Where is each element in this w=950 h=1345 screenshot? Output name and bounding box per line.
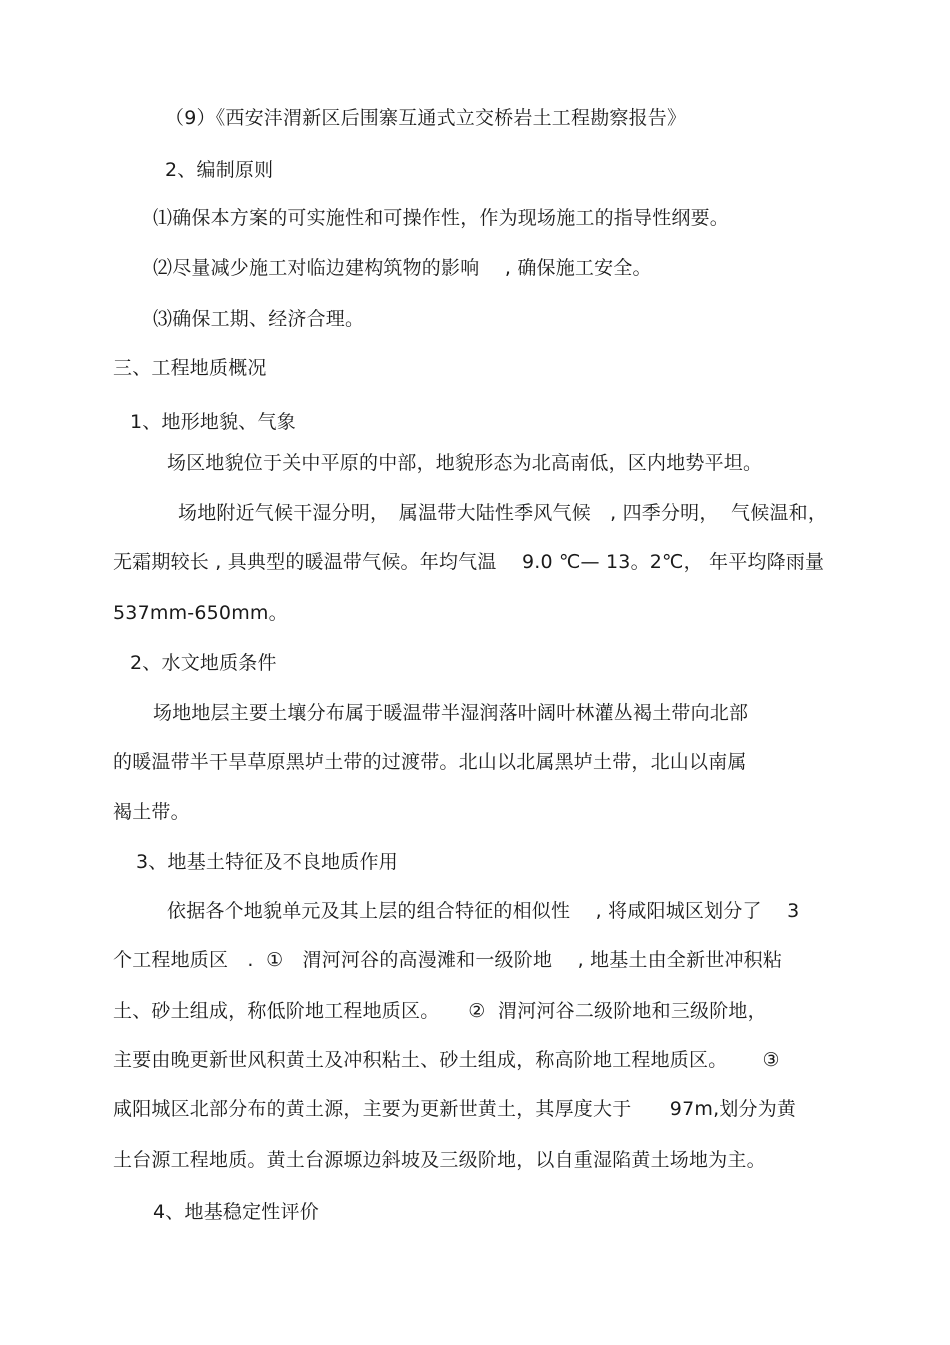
paragraph-foundation-line-1: 依据各个地貌单元及其上层的组合特征的相似性 , 将咸阳城区划分了 3 xyxy=(167,900,800,922)
paragraph-foundation-line-2: 个工程地质区 . ① 渭河河谷的高漫滩和一级阶地 , 地基土由全新世冲积粘 xyxy=(113,949,783,971)
paragraph-foundation-line-5: 咸阳城区北部分布的黄土源，主要为更新世黄土，其厚度大于 97m,划分为黄 xyxy=(113,1098,797,1120)
chapter-heading-geology: 三、工程地质概况 xyxy=(113,357,267,379)
reference-item-9: （9）《西安沣渭新区后围寨互通式立交桥岩土工程勘察报告》 xyxy=(165,107,687,129)
paragraph-foundation-line-6: 土台源工程地质。黄土台源塬边斜坡及三级阶地，以自重湿陷黄土场地为主。 xyxy=(113,1149,766,1171)
paragraph-foundation-line-4: 主要由晚更新世风积黄土及冲积粘土、砂土组成，称高阶地工程地质区。 ③ xyxy=(113,1049,780,1071)
paragraph-hydrogeology-line-3: 褐土带。 xyxy=(113,801,190,823)
paragraph-hydrogeology-line-2: 的暖温带半干旱草原黑垆土带的过渡带。北山以北属黑垆土带，北山以南属 xyxy=(113,751,747,773)
principle-item-2: ⑵尽量减少施工对临边建构筑物的影响 , 确保施工安全。 xyxy=(153,257,652,279)
paragraph-climate-line-2: 无霜期较长 , 具典型的暖温带气候。年均气温 9.0 ℃— 13。2℃， 年平均降雨量 xyxy=(113,551,825,573)
section-heading-terrain-climate: 1、地形地貌、气象 xyxy=(130,411,296,433)
principle-item-3: ⑶确保工期、经济合理。 xyxy=(153,308,365,330)
paragraph-terrain: 场区地貌位于关中平原的中部，地貌形态为北高南低，区内地势平坦。 xyxy=(167,452,763,474)
section-heading-hydrogeology: 2、水文地质条件 xyxy=(130,652,277,674)
section-heading-compilation-principles: 2、编制原则 xyxy=(165,159,274,181)
paragraph-climate-line-3: 537mm-650mm。 xyxy=(113,602,288,624)
paragraph-hydrogeology-line-1: 场地地层主要土壤分布属于暖温带半湿润落叶阔叶林灌丛褐土带向北部 xyxy=(153,702,749,724)
paragraph-climate-line-1: 场地附近气候干湿分明， 属温带大陆性季风气候 , 四季分明， 气候温和， xyxy=(178,502,828,524)
section-heading-foundation-soil: 3、地基土特征及不良地质作用 xyxy=(136,851,398,873)
principle-item-1: ⑴确保本方案的可实施性和可操作性，作为现场施工的指导性纲要。 xyxy=(153,207,730,229)
section-heading-stability: 4、地基稳定性评价 xyxy=(153,1201,319,1223)
paragraph-foundation-line-3: 土、砂土组成，称低阶地工程地质区。 ② 渭河河谷二级阶地和三级阶地， xyxy=(113,1000,767,1022)
